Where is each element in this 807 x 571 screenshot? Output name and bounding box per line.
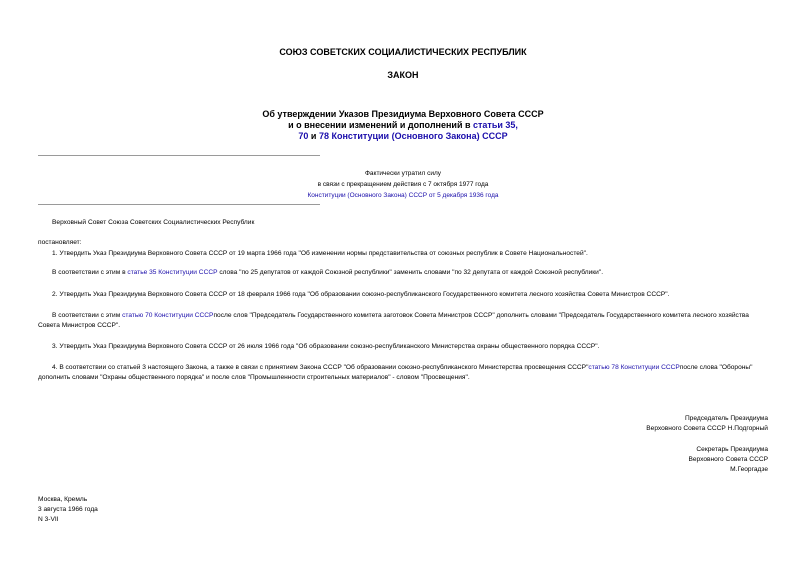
- title-line-3: [38, 131, 768, 142]
- link-article-70[interactable]: статью 70 Конституции СССР: [122, 312, 214, 319]
- separator-bottom: [38, 204, 320, 205]
- title-link-art78[interactable]: 78 Конституции (Основного Закона) СССР: [318, 131, 508, 141]
- union-heading: СОЮЗ СОВЕТСКИХ СОЦИАЛИСТИЧЕСКИХ РЕСПУБЛИК: [279, 47, 527, 57]
- footer-number: N 3-VII: [38, 516, 59, 523]
- chairman-title: Председатель Президиума: [684, 415, 768, 422]
- paragraph-2a: [38, 311, 768, 330]
- title-line-2-text: и о внесении изменений и дополнений в: [288, 120, 474, 130]
- title-link-art70[interactable]: 70: [298, 131, 309, 141]
- document-type: ЗАКОН: [387, 70, 419, 80]
- paragraph-1a-pre: В соответствии с этим в: [52, 269, 128, 276]
- secretary-name: М.Георгадзе: [730, 466, 768, 473]
- status-line-3: [38, 190, 768, 201]
- secretary-title: Секретарь Президиума: [696, 446, 768, 453]
- document-footer: [38, 495, 98, 525]
- footer-date: 3 августа 1966 года: [38, 506, 98, 513]
- document-title: [38, 109, 768, 142]
- secretary-org: Верховного Совета СССР: [688, 456, 768, 463]
- signature-secretary: [688, 445, 768, 475]
- footer-place: Москва, Кремль: [38, 496, 88, 503]
- paragraph-4-pre: 4. В соответствии со статьей 3 настоящего Закона, а также в связи с принятием Закона СССР "Об образовании союзно-республиканского Министерства просвещения СССР": [52, 364, 589, 371]
- paragraph-2a-post: после слов "Председатель Государственного комитета заготовок Совета Министров СССР" дополнить словами "Председатель Государственного комитета лесного хозяйства Совета Министров СССР".: [38, 312, 749, 329]
- link-article-78[interactable]: статью 78 Конституции СССР: [588, 364, 680, 371]
- paragraph-2: 2. Утвердить Указ Президиума Верховного Совета СССР от 18 февраля 1966 года "Об образовании союзно-республиканского Государственного комитета лесного хозяйства Совета Министров СССР".: [52, 291, 670, 298]
- status-block: [38, 168, 768, 201]
- paragraph-4: [38, 363, 768, 382]
- paragraph-2a-pre: В соответствии с этим: [52, 312, 123, 319]
- title-line-3-text: и: [308, 131, 319, 141]
- status-line-2: в связи с прекращением действия с 7 октября 1977 года: [317, 181, 489, 188]
- preamble: Верховный Совет Союза Советских Социалистических Республик: [52, 219, 255, 226]
- status-line-1: Фактически утратил силу: [364, 170, 442, 177]
- signature-chairman: [646, 414, 768, 434]
- link-article-35[interactable]: статье 35 Конституции СССР: [127, 269, 218, 276]
- paragraph-1: 1. Утвердить Указ Президиума Верховного Совета СССР от 19 марта 1966 года "Об изменении нормы представительства от союзных республик в Совете Национальностей".: [52, 250, 588, 257]
- paragraph-1a-post: слова "по 25 депутатов от каждой Союзной республики" заменить словами "по 32 депутата от каждой Союзной республики".: [217, 269, 604, 276]
- separator-top: [38, 155, 320, 156]
- paragraph-4-post: после слова "Обороны" дополнить словами "Охраны общественного порядка" и после слов "Промышленности строительных материалов" - словом "Просвещения".: [38, 364, 753, 381]
- title-line-1: Об утверждении Указов Президиума Верховного Совета СССР: [262, 109, 544, 119]
- paragraph-1a: [38, 268, 768, 278]
- title-line-2: [38, 120, 768, 131]
- resolves-label: постановляет:: [38, 239, 82, 246]
- paragraph-3: 3. Утвердить Указ Президиума Верховного Совета СССР от 26 июля 1966 года "Об образовании союзно-республиканского Министерства охраны общественного порядка СССР".: [52, 343, 600, 350]
- chairman-name: Верховного Совета СССР Н.Подгорный: [646, 425, 768, 432]
- status-link-constitution-1936[interactable]: Конституции (Основного Закона) СССР от 5 декабря 1936 года: [307, 192, 499, 199]
- title-link-art35[interactable]: статьи 35,: [473, 120, 518, 130]
